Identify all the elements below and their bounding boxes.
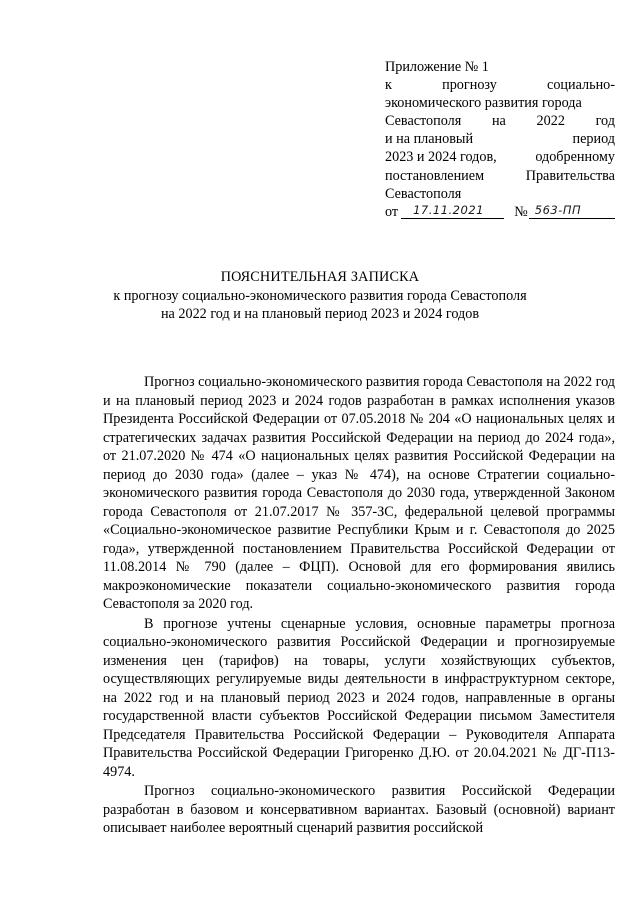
title-line-3: на 2022 год и на плановый период 2023 и 2024 годов [160,306,480,323]
document-body [103,373,615,838]
title-line-1: ПОЯСНИТЕЛЬНАЯ ЗАПИСКА [220,269,420,285]
number-prefix: № [514,203,528,220]
handwritten-date: 17.11.2021 [413,202,484,217]
decree-reference [385,203,615,221]
paragraph-3: Прогноз социально-экономического развития Российской Федерации разработан в базовом и консервативном вариантах. Базовый (основной) вариант описывает наиболее вероятный сценарий развития российской [103,783,615,836]
paragraph-1: Прогноз социально-экономического развития города Севастополя на 2022 год и на плановый период 2023 и 2024 годов разработан в рамках исполнения указов Президента Российской Федерации от 07.05.2018 № 204 «О национальных целях и стратегических задачах развития Российской Федерации на период до 2024 года», от 21.07.2020 № 474 «О национальных целях развития Российской Федерации на период до 2030 года» (далее – указ № 474), на основе Стратегии социально-экономического развития города Севастополя до 2030 года, утвержденной Законом города Севастополя от 21.07.2017 № 357-ЗС, федеральной целевой программы «Социально-экономическое развитие Республики Крым и г. Севастополя до 2025 года», утвержденной постановлением Правительства Российской Федерации от 11.08.2014 № 790 (далее – ФЦП). Основой для его формирования явились макроэкономические показатели социально-экономического развития города Севастополя за 2020 год. [103,374,615,612]
paragraph-2: В прогнозе учтены сценарные условия, основные параметры прогноза социально-экономического развития Российской Федерации и прогнозируемые изменения цен (тарифов) на товары, услуги хозяйствующих субъектов, осуществляющих регулируемые виды деятельности в инфраструктурном секторе, на 2022 год и на плановый период 2023 и 2024 годов, направленные в органы государственной власти субъектов Российской Федерации письмом Заместителя Председателя Правительства Российской Федерации – Руководителя Аппарата Правительства Российской Федерации Григоренко Д.Ю. от 20.04.2021 № ДГ-П13-4974. [103,615,615,780]
appendix-title: Приложение № 1 [385,59,489,75]
appendix-line-5: и на плановый период [385,131,615,148]
date-field [401,204,504,219]
handwritten-number: 563-ПП [534,202,582,217]
number-field [529,204,615,219]
title-line-2: к прогнозу социально-экономического развития города Севастополя [113,287,527,304]
appendix-line-2: к прогнозу социально- [385,77,615,94]
appendix-line-3: экономического развития города [385,95,582,112]
date-prefix: от [385,203,399,220]
appendix-line-8: Севастополя [385,185,462,202]
document-title [0,268,640,324]
appendix-line-6: 2023 и 2024 годов, одобренному [385,149,615,166]
appendix-line-4: Севастополя на 2022 год [385,113,615,130]
appendix-header [385,58,615,221]
appendix-line-7: постановлением Правительства [385,167,615,184]
